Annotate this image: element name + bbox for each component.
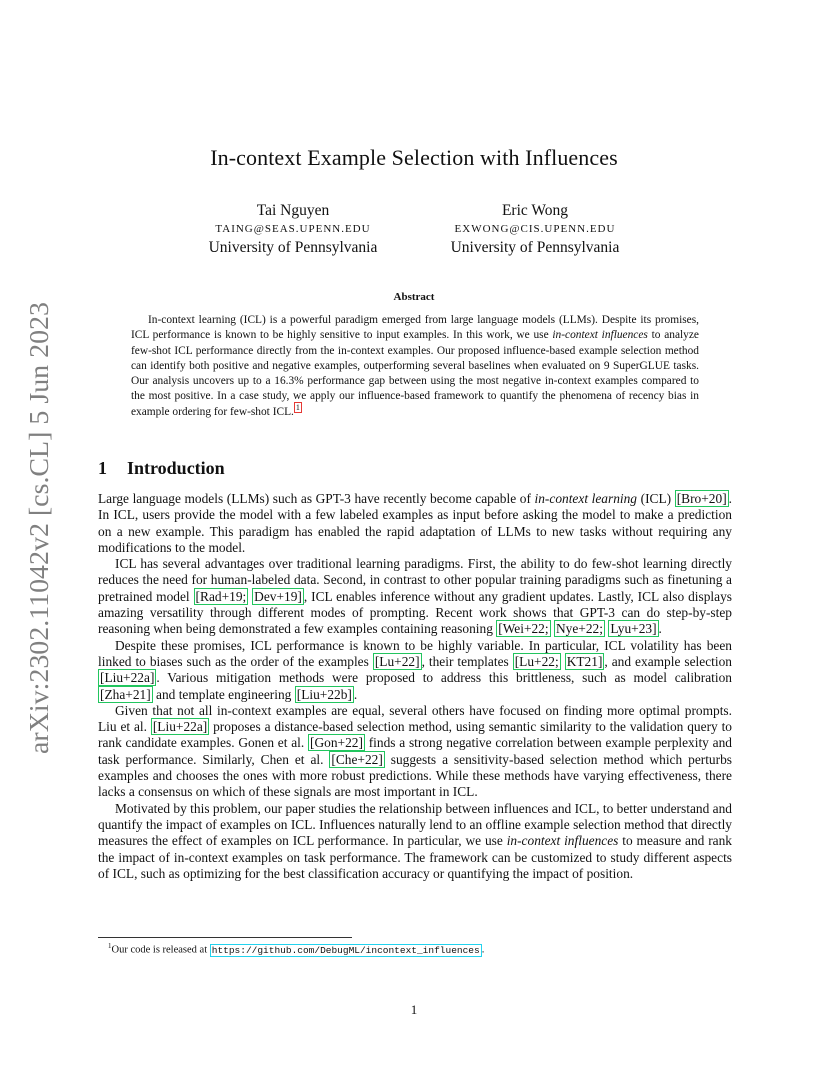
citation-link[interactable]: [Wei+22; [498,621,549,637]
italic-term: in-context influences [506,833,619,849]
author-name: Tai Nguyen [256,202,330,219]
paragraph [98,491,732,556]
citation-link[interactable]: Lyu+23] [610,621,657,637]
abstract-body [131,313,699,420]
author-block-2 [405,201,665,257]
citation-link[interactable]: [Zha+21] [100,686,151,702]
paragraph-text: and template engineering [152,686,295,702]
paragraph-text: . Various mitigation methods were proposed to address this brittleness, such as model calibration [156,670,732,686]
citation-link[interactable]: [Liu+22b] [296,686,352,702]
paragraph-text: proposes a distance-based selection method, using semantic similarity to the validation query to rank candidate examples. Gonen et al. [98,719,732,751]
paragraph-text: suggests a sensitivity-based selection method which perturbs examples and chooses the ones with more robust predictions. While these methods have varying effectiveness, there lacks a consensus on which of these signals are most important in ICL. [98,751,732,800]
footnote [108,942,484,956]
author-name: Eric Wong [501,202,569,219]
paragraph-text: to measure and rank the impact of in-context examples on task performance. The framework can be customized to study different aspects of ICL, such as optimizing for the best classification accuracy or quantifying the impact of position. [98,833,732,881]
citation-link[interactable]: Nye+22; [555,621,603,637]
paragraph-text: . [353,686,358,702]
paragraph [98,703,732,801]
paragraph-text: Large language models (LLMs) such as GPT-3 have recently become capable of [98,491,535,506]
paper-title: In-context Example Selection with Influences [210,145,618,170]
paragraph-text: , and example selection [604,653,732,669]
citation-link[interactable]: Dev+19] [254,588,302,604]
author-block-1 [163,201,423,257]
paragraph-text: , ICL enables inference without any gradient updates. Lastly, ICL also displays amazing versatility through different modes of prompting. Recent work shows that GPT-3 can do step-by-step reasoning when being demonstrated a few examples containing reasoning [98,588,732,637]
section-heading [98,458,225,479]
footnote-mark: 1 [108,942,112,950]
footnote-divider [98,937,352,938]
italic-term: in-context learning [534,491,638,506]
section-number: 1 [98,458,107,478]
section-title: Introduction [127,458,225,478]
paragraph-text: , their templates [421,653,513,669]
abstract-heading: Abstract [393,291,435,303]
abstract-text: In-context learning (ICL) is a powerful paradigm emerged from large language models (LLMs). Despite its promises, ICL performance is known to be highly sensitive to input examples. In this work, we use [131,314,699,342]
page-number: 1 [410,1002,418,1017]
footnote-reference-link[interactable]: 1 [295,402,300,412]
paragraph-text: Given that not all in-context examples are equal, several others have focused on finding more optimal prompts. Liu et al. [98,702,732,735]
citation-link[interactable]: [Lu+22; [514,653,559,669]
author-affiliation: University of Pennsylvania [208,239,378,256]
citation-link[interactable]: [Che+22] [331,751,383,767]
paragraph-text: . In ICL, users provide the model with a few labeled examples as input before asking the model to make a prediction on a new example. This paradigm has enabled the rapid adaptation of LLMs to new tasks without requiring any modifications to the model. [98,491,733,555]
paragraph-text: finds a strong negative correlation between example perplexity and task performance. Similarly, Chen et al. [98,735,732,767]
abstract-italic-term: in-context influences [552,329,648,342]
citation-link[interactable]: [Rad+19; [195,588,247,604]
paragraph-text: ICL has several advantages over traditional learning paradigms. First, the ability to do few-shot learning directly reduces the need for human-labeled data. Second, in contrast to other popular training paradigms such as finetuning a pretrained model [98,556,732,604]
citation-link[interactable]: [Liu+22a] [152,719,208,735]
footnote-end: . [481,944,485,956]
paragraph [98,556,732,637]
code-repository-link[interactable]: https://github.com/DebugML/incontext_influences [211,944,480,956]
paragraph-text: (ICL) [637,491,675,506]
arxiv-id-text: arXiv:2302.11042v2 [cs.CL] 5 Jun 2023 [24,317,54,754]
paragraph-text: Despite these promises, ICL performance is known to be highly variable. In particular, ICL volatility has been linked to biases such as the order of the examples [98,637,732,669]
paragraph-text: Motivated by this problem, our paper studies the relationship between influences and ICL, to better understand and quantify the impact of examples on ICL. Influences naturally lend to an offline example selection method that directly measures the effect of examples on ICL performance. In particular, we use [98,800,732,849]
paragraph [98,638,732,703]
footnote-text: Our code is released at [111,944,210,956]
paragraph [98,801,732,882]
citation-link[interactable]: [Bro+20] [676,491,727,506]
arxiv-identifier-stamp [18,300,58,756]
citation-link[interactable]: [Lu+22] [374,653,420,669]
abstract-text: to analyze few-shot ICL performance directly from the in-context examples. Our proposed influence-based example selection method can identify both positive and negative examples, outperforming several baselines when evaluated on 9 SuperGLUE tasks. Our analysis uncovers up to a 16.3% performance gap between using the most negative in-context examples compared to the most positive. In a case study, we apply our influence-based framework to quantify the phenomena of recency bias in example ordering for few-shot ICL. [131,329,699,418]
citation-link[interactable]: [Liu+22a] [100,670,155,686]
author-affiliation: University of Pennsylvania [450,239,620,256]
citation-link[interactable]: KT21] [566,653,603,669]
introduction-body [98,491,732,882]
paragraph-text: . [658,621,662,637]
citation-link[interactable]: [Gon+22] [310,735,363,751]
author-email: EXWONG@CIS.UPENN.EDU [454,223,616,235]
author-email: TAING@SEAS.UPENN.EDU [215,223,371,235]
